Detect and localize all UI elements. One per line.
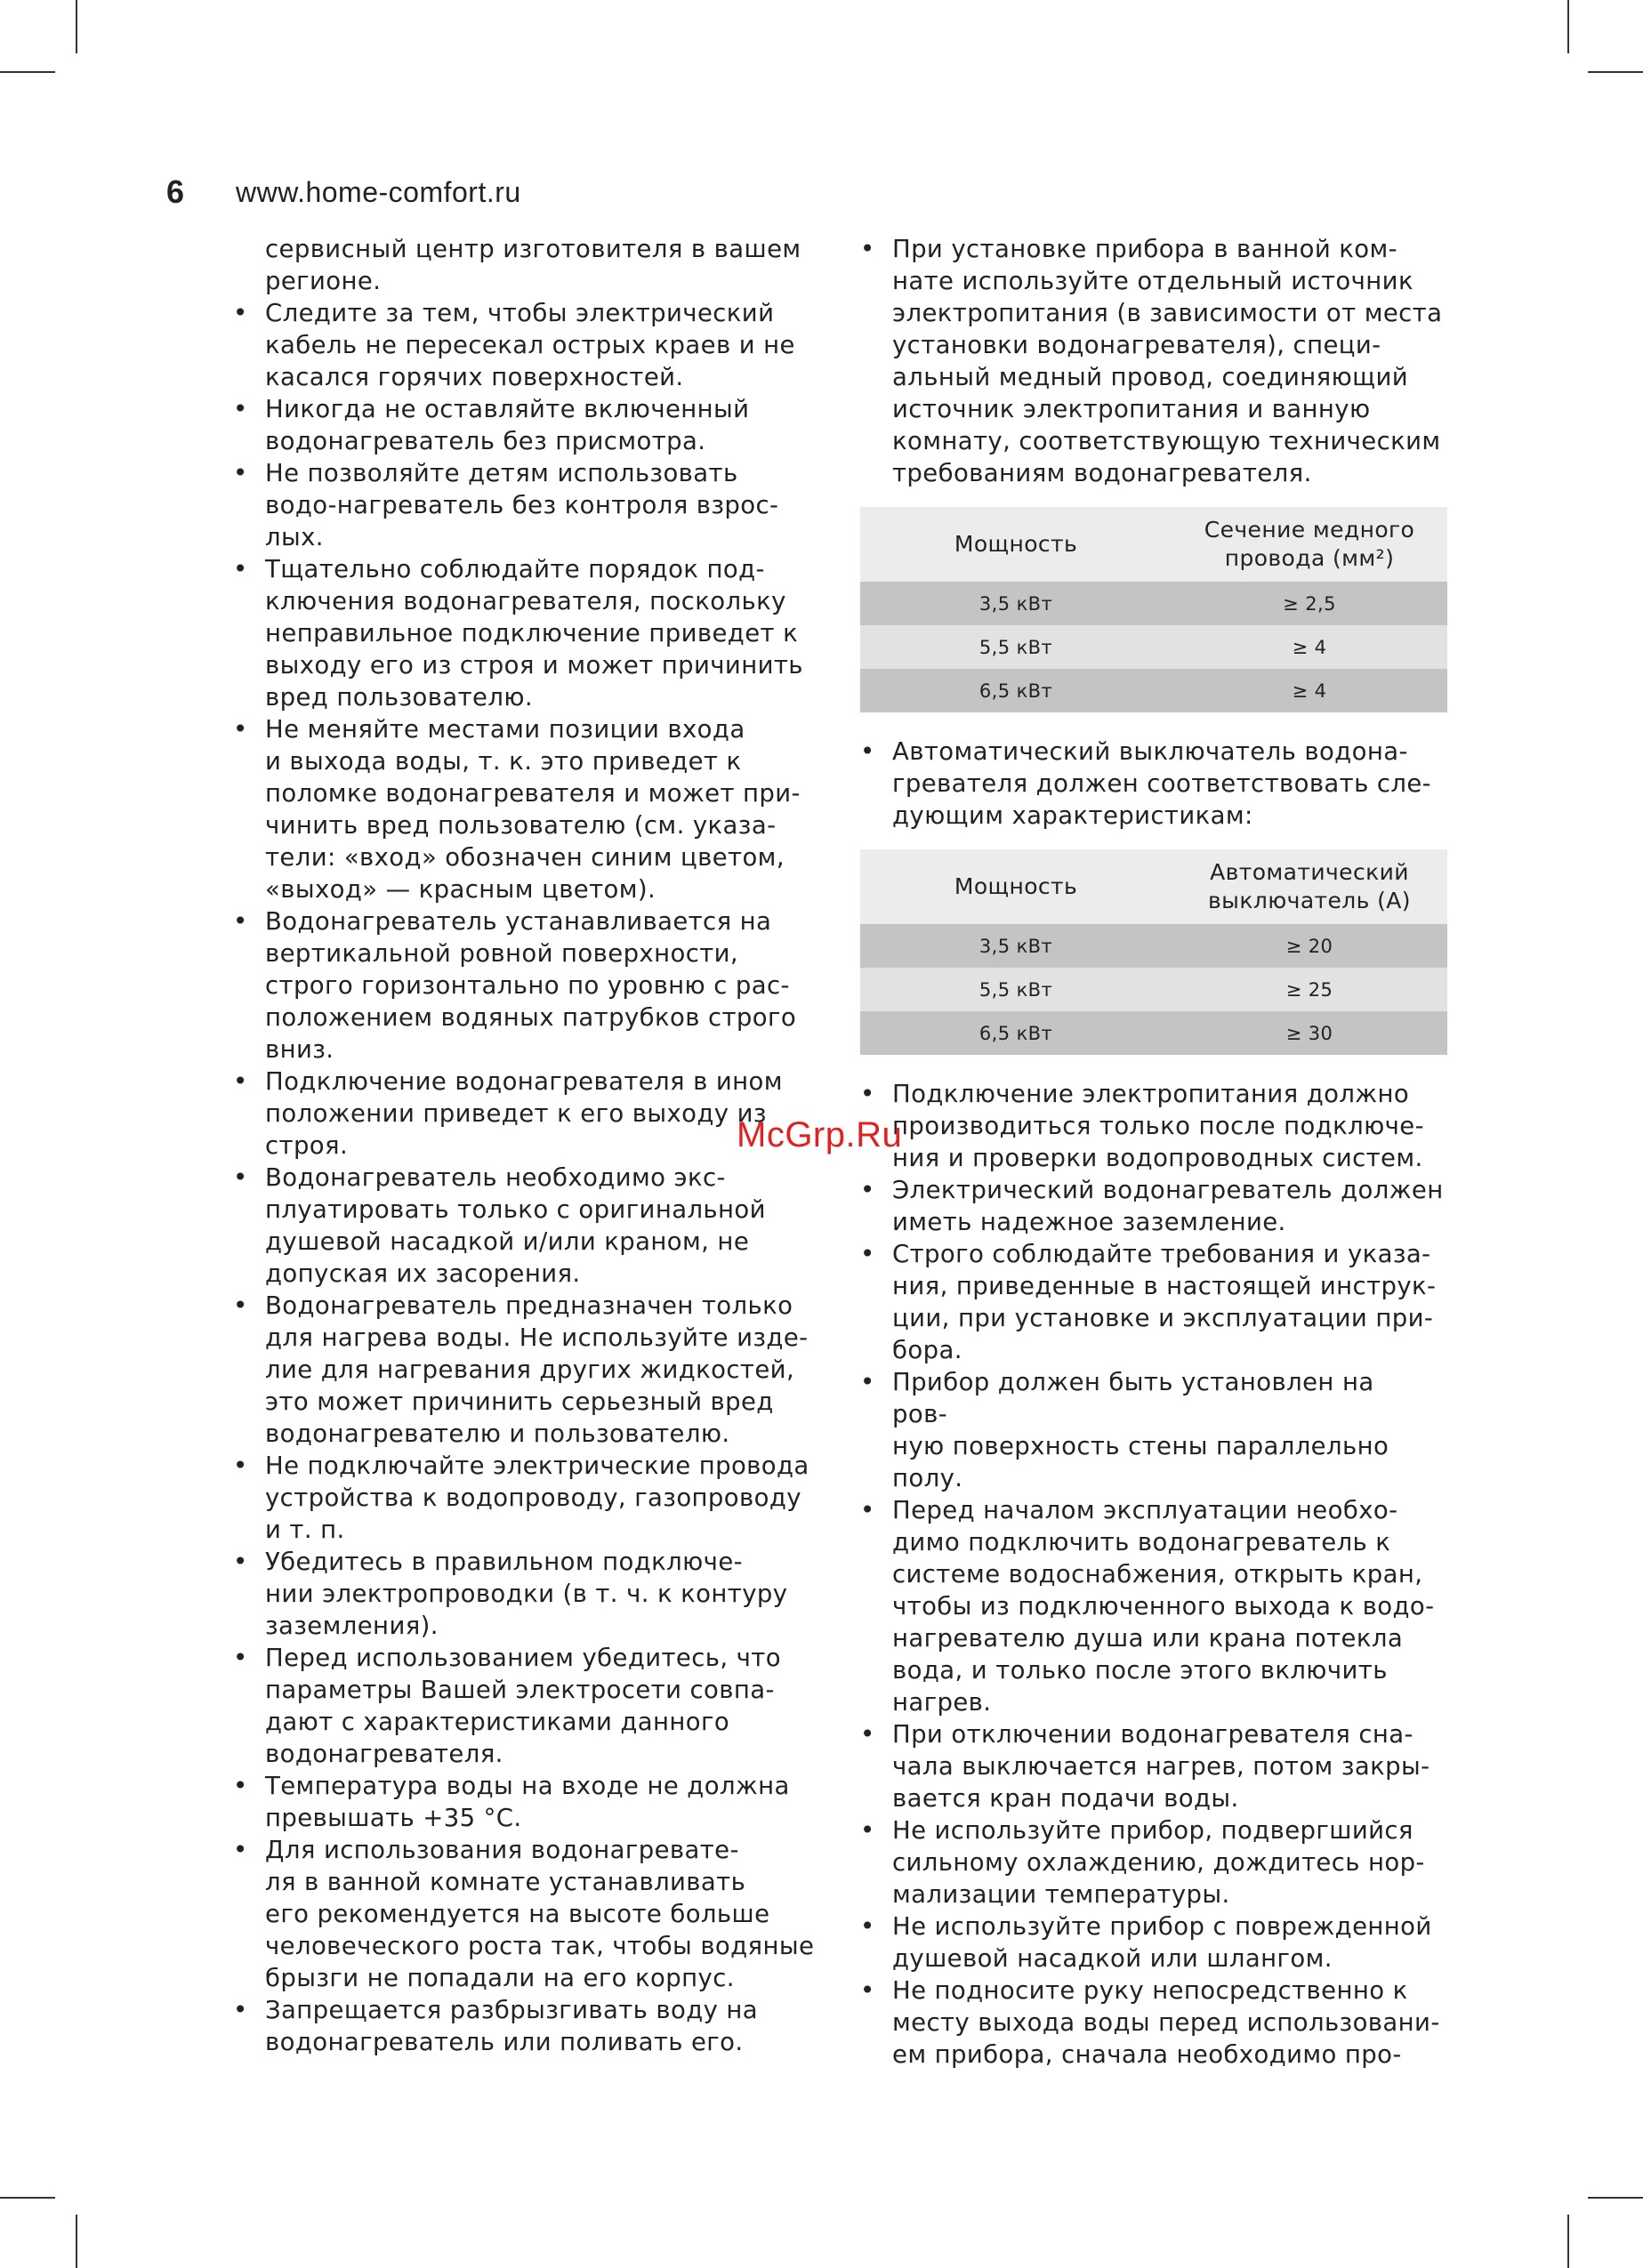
left-column bbox=[233, 233, 820, 2058]
bullet-icon: • bbox=[233, 1452, 248, 1480]
table-cell: 6,5 кВт bbox=[860, 1011, 1172, 1055]
bullet-icon: • bbox=[860, 1496, 875, 1524]
text-line: Водонагреватель необходимо экс- bbox=[265, 1163, 726, 1192]
bullet-icon: • bbox=[860, 1240, 875, 1268]
text-line: полу. bbox=[892, 1464, 963, 1492]
bullet-icon: • bbox=[233, 1163, 248, 1192]
spec-table bbox=[860, 849, 1447, 1055]
bullet-icon: • bbox=[860, 235, 875, 263]
bullet-icon: • bbox=[233, 1996, 248, 2024]
text-line: Прибор должен быть установлен на bbox=[892, 1368, 1374, 1396]
text-line: Не подносите руку непосредственно к bbox=[892, 1976, 1408, 2005]
text-line: душевой насадкой и/или краном, не bbox=[265, 1227, 750, 1256]
list-item bbox=[860, 1366, 1447, 1494]
text-line: Подключение электропитания должно bbox=[892, 1080, 1410, 1108]
list-item bbox=[233, 905, 820, 1066]
text-line: сильному охлаждению, дождитесь нор- bbox=[892, 1848, 1425, 1877]
text-line: Подключение водонагревателя в ином bbox=[265, 1067, 783, 1096]
page-header bbox=[166, 169, 521, 215]
text-line: ную поверхность стены параллельно bbox=[892, 1432, 1389, 1460]
crop-mark bbox=[1588, 2197, 1643, 2199]
text-line: лых. bbox=[265, 523, 324, 551]
text-line: вода, и только после этого включить bbox=[892, 1656, 1388, 1685]
crop-mark bbox=[0, 2197, 55, 2199]
text-line: брызги не попадали на его корпус. bbox=[265, 1964, 735, 1992]
text-line: параметры Вашей электросети совпа- bbox=[265, 1676, 775, 1704]
text-line: иметь надежное заземление. bbox=[892, 1208, 1286, 1236]
text-line: допуская их засорения. bbox=[265, 1259, 581, 1288]
table-row bbox=[860, 669, 1447, 712]
table-cell: 5,5 кВт bbox=[860, 625, 1172, 669]
text-line: строя. bbox=[265, 1131, 349, 1160]
bullet-icon: • bbox=[233, 907, 248, 936]
bullet-icon: • bbox=[233, 1291, 248, 1320]
text-line: Тщательно соблюдайте порядок под- bbox=[265, 555, 765, 583]
table-cell: ≥ 25 bbox=[1172, 968, 1447, 1011]
text-line: электропитания (в зависимости от места bbox=[892, 299, 1443, 327]
text-line: строго горизонтально по уровню с рас- bbox=[265, 971, 790, 1000]
text-line: кабель не пересекал острых краев и не bbox=[265, 331, 795, 359]
text-line: душевой насадкой или шлангом. bbox=[892, 1944, 1333, 1973]
list-item bbox=[860, 1910, 1447, 1974]
crop-mark bbox=[1567, 0, 1569, 53]
text-line: выходу его из строя и может причинить bbox=[265, 651, 803, 680]
text-line: заземления). bbox=[265, 1612, 439, 1640]
text-line: вниз. bbox=[265, 1035, 334, 1064]
table-row bbox=[860, 968, 1447, 1011]
text-line: это может причинить серьезный вред bbox=[265, 1387, 774, 1416]
list-item bbox=[233, 393, 820, 457]
bullet-icon: • bbox=[860, 1176, 875, 1204]
text-line: производиться только после подключе- bbox=[892, 1112, 1424, 1140]
text-line: водонагревателя. bbox=[265, 1740, 503, 1768]
list-item bbox=[233, 713, 820, 905]
bullet-icon: • bbox=[233, 715, 248, 744]
crop-mark bbox=[76, 2215, 77, 2268]
text-line: ем прибора, сначала необходимо про- bbox=[892, 2040, 1402, 2069]
text-line: плуатировать только с оригинальной bbox=[265, 1195, 766, 1224]
text-line: нагрев. bbox=[892, 1688, 992, 1717]
text-line: Водонагреватель предназначен только bbox=[265, 1291, 793, 1320]
text-line: Не используйте прибор, подвергшийся bbox=[892, 1816, 1413, 1845]
list-item bbox=[233, 1642, 820, 1770]
text-line: Не позволяйте детям использовать bbox=[265, 459, 738, 487]
text-line: водо-нагреватель без контроля взрос- bbox=[265, 491, 779, 519]
text-line: ля в ванной комнате устанавливать bbox=[265, 1868, 746, 1896]
text-line: и выхода воды, т. к. это приведет к bbox=[265, 747, 742, 776]
table-cell: 3,5 кВт bbox=[860, 582, 1172, 625]
crop-mark bbox=[1588, 71, 1643, 73]
list-item bbox=[233, 1066, 820, 1162]
bullet-icon: • bbox=[860, 1368, 875, 1396]
text-line: ния и проверки водопроводных систем. bbox=[892, 1144, 1423, 1172]
text-line: Водонагреватель устанавливается на bbox=[265, 907, 772, 936]
text-line: вертикальной ровной поверхности, bbox=[265, 939, 739, 968]
list-item bbox=[860, 1814, 1447, 1910]
continued-text bbox=[233, 233, 820, 297]
bullet-icon: • bbox=[860, 1976, 875, 2005]
text-line: Температура воды на входе не должна bbox=[265, 1772, 790, 1800]
website-link[interactable]: www.home-comfort.ru bbox=[236, 175, 521, 208]
text-line: человеческого роста так, чтобы водяные bbox=[265, 1932, 815, 1960]
text-line: Запрещается разбрызгивать воду на bbox=[265, 1996, 759, 2024]
text-line: регионе. bbox=[265, 267, 382, 295]
list-item bbox=[860, 1078, 1447, 1174]
text-line: лие для нагревания других жидкостей, bbox=[265, 1355, 795, 1384]
text-line: вред пользователю. bbox=[265, 683, 534, 712]
text-line: для нагрева воды. Не используйте изде- bbox=[265, 1323, 809, 1352]
list-item bbox=[233, 1994, 820, 2058]
text-line: гревателя должен соответствовать сле- bbox=[892, 769, 1431, 798]
text-line: месту выхода воды перед использовани- bbox=[892, 2008, 1440, 2037]
bullet-icon: • bbox=[233, 459, 248, 487]
right-column bbox=[860, 233, 1447, 2071]
bullet-icon: • bbox=[233, 1836, 248, 1864]
text-line: Следите за тем, чтобы электрический bbox=[265, 299, 775, 327]
text-line: дают с характеристиками данного bbox=[265, 1708, 730, 1736]
text-line: При отключении водонагревателя сна- bbox=[892, 1720, 1413, 1749]
text-line: Перед использованием убедитесь, что bbox=[265, 1644, 781, 1672]
table-row bbox=[860, 924, 1447, 968]
text-line: Не используйте прибор с поврежденной bbox=[892, 1912, 1432, 1941]
list-item bbox=[860, 736, 1447, 832]
crop-mark bbox=[0, 71, 55, 73]
text-line: тели: «вход» обозначен синим цветом, bbox=[265, 843, 785, 872]
text-line: поломке водонагревателя и может при- bbox=[265, 779, 801, 808]
text-line: нагревателю душа или крана потекла bbox=[892, 1624, 1404, 1653]
bullet-icon: • bbox=[233, 555, 248, 583]
list-item bbox=[233, 1834, 820, 1994]
list-item bbox=[233, 297, 820, 393]
bullet-icon: • bbox=[233, 395, 248, 423]
text-line: димо подключить водонагреватель к bbox=[892, 1528, 1391, 1556]
table-cell: ≥ 4 bbox=[1172, 625, 1447, 669]
bullet-icon: • bbox=[233, 1644, 248, 1672]
text-line: сервисный центр изготовителя в вашем bbox=[265, 235, 801, 263]
list-item bbox=[233, 553, 820, 713]
text-line: Никогда не оставляйте включенный bbox=[265, 395, 750, 423]
text-line: ции, при установке и эксплуатации при- bbox=[892, 1304, 1434, 1332]
text-line: источник электропитания и ванную bbox=[892, 395, 1371, 423]
text-line: мализации температуры. bbox=[892, 1880, 1230, 1909]
spec-table bbox=[860, 507, 1447, 712]
bullet-icon: • bbox=[233, 299, 248, 327]
text-line: его рекомендуется на высоте больше bbox=[265, 1900, 770, 1928]
page-number: 6 bbox=[166, 173, 185, 210]
crop-mark bbox=[76, 0, 77, 53]
text-line: чала выключается нагрев, потом закры- bbox=[892, 1752, 1430, 1781]
text-line: положением водяных патрубков строго bbox=[265, 1003, 797, 1032]
text-line: системе водоснабжения, открыть кран, bbox=[892, 1560, 1423, 1588]
table-header: Мощность bbox=[860, 849, 1172, 924]
table-cell: 3,5 кВт bbox=[860, 924, 1172, 968]
text-line: неправильное подключение приведет к bbox=[265, 619, 799, 647]
table-header: Автоматический выключатель (А) bbox=[1172, 849, 1447, 924]
list-item bbox=[233, 1770, 820, 1834]
list-item bbox=[860, 1174, 1447, 1238]
bullet-icon: • bbox=[860, 1720, 875, 1749]
text-line: дующим характеристикам: bbox=[892, 801, 1253, 830]
text-line: При установке прибора в ванной ком- bbox=[892, 235, 1397, 263]
table-cell: ≥ 4 bbox=[1172, 669, 1447, 712]
bullet-icon: • bbox=[233, 1772, 248, 1800]
text-line: устройства к водопроводу, газопроводу bbox=[265, 1484, 801, 1512]
list-item bbox=[233, 1450, 820, 1546]
text-line: положении приведет к его выходу из bbox=[265, 1099, 767, 1128]
bullet-icon: • bbox=[860, 1080, 875, 1108]
text-line: Для использования водонагревате- bbox=[265, 1836, 739, 1864]
text-line: установки водонагревателя), специ- bbox=[892, 331, 1381, 359]
table-cell: ≥ 30 bbox=[1172, 1011, 1447, 1055]
table-cell: 5,5 кВт bbox=[860, 968, 1172, 1011]
list-item bbox=[860, 233, 1447, 489]
text-line: комнату, соответствующую техническим bbox=[892, 427, 1441, 455]
text-line: водонагреватель или поливать его. bbox=[265, 2028, 744, 2056]
table-row bbox=[860, 1011, 1447, 1055]
watermark: McGrp.Ru bbox=[737, 1115, 903, 1154]
text-line: Не меняйте местами позиции входа bbox=[265, 715, 745, 744]
text-line: Автоматический выключатель водона- bbox=[892, 737, 1408, 766]
text-line: нате используйте отдельный источник bbox=[892, 267, 1413, 295]
bullet-icon: • bbox=[233, 1067, 248, 1096]
list-item bbox=[860, 1238, 1447, 1366]
text-line: Перед началом эксплуатации необхо- bbox=[892, 1496, 1398, 1524]
list-item bbox=[860, 1974, 1447, 2071]
bullet-icon: • bbox=[860, 737, 875, 766]
text-line: Не подключайте электрические провода bbox=[265, 1452, 809, 1480]
bullet-icon: • bbox=[860, 1912, 875, 1941]
list-item bbox=[233, 1290, 820, 1450]
text-line: водонагревателю и пользователю. bbox=[265, 1420, 730, 1448]
text-line: бора. bbox=[892, 1336, 962, 1364]
crop-mark bbox=[1567, 2215, 1569, 2268]
list-item bbox=[860, 1494, 1447, 1718]
text-line: ключения водонагревателя, поскольку bbox=[265, 587, 786, 615]
text-line: и т. п. bbox=[265, 1516, 345, 1544]
text-line: Строго соблюдайте требования и указа- bbox=[892, 1240, 1431, 1268]
bullet-icon: • bbox=[860, 1816, 875, 1845]
list-item bbox=[233, 1546, 820, 1642]
table-row bbox=[860, 625, 1447, 669]
text-line: чинить вред пользователю (см. указа- bbox=[265, 811, 777, 840]
table-cell: ≥ 20 bbox=[1172, 924, 1447, 968]
list-item bbox=[233, 457, 820, 553]
table-cell: ≥ 2,5 bbox=[1172, 582, 1447, 625]
text-line: ров- bbox=[892, 1400, 948, 1428]
text-line: нии электропроводки (в т. ч. к контуру bbox=[265, 1580, 788, 1608]
text-line: «выход» — красным цветом). bbox=[265, 875, 656, 904]
text-line: касался горячих поверхностей. bbox=[265, 363, 684, 391]
table-cell: 6,5 кВт bbox=[860, 669, 1172, 712]
text-line: Электрический водонагреватель должен bbox=[892, 1176, 1444, 1204]
table-header: Сечение медного провода (мм²) bbox=[1172, 507, 1447, 582]
text-line: превышать +35 °С. bbox=[265, 1804, 522, 1832]
list-item bbox=[233, 1162, 820, 1290]
text-line: Убедитесь в правильном подключе- bbox=[265, 1548, 743, 1576]
text-line: водонагреватель без присмотра. bbox=[265, 427, 706, 455]
table-header: Мощность bbox=[860, 507, 1172, 582]
text-line: ния, приведенные в настоящей инструк- bbox=[892, 1272, 1437, 1300]
bullet-icon: • bbox=[233, 1548, 248, 1576]
text-line: чтобы из подключенного выхода к водо- bbox=[892, 1592, 1435, 1621]
text-line: вается кран подачи воды. bbox=[892, 1784, 1239, 1813]
table-row bbox=[860, 582, 1447, 625]
text-line: требованиям водонагревателя. bbox=[892, 459, 1312, 487]
list-item bbox=[860, 1718, 1447, 1814]
text-line: альный медный провод, соединяющий bbox=[892, 363, 1408, 391]
